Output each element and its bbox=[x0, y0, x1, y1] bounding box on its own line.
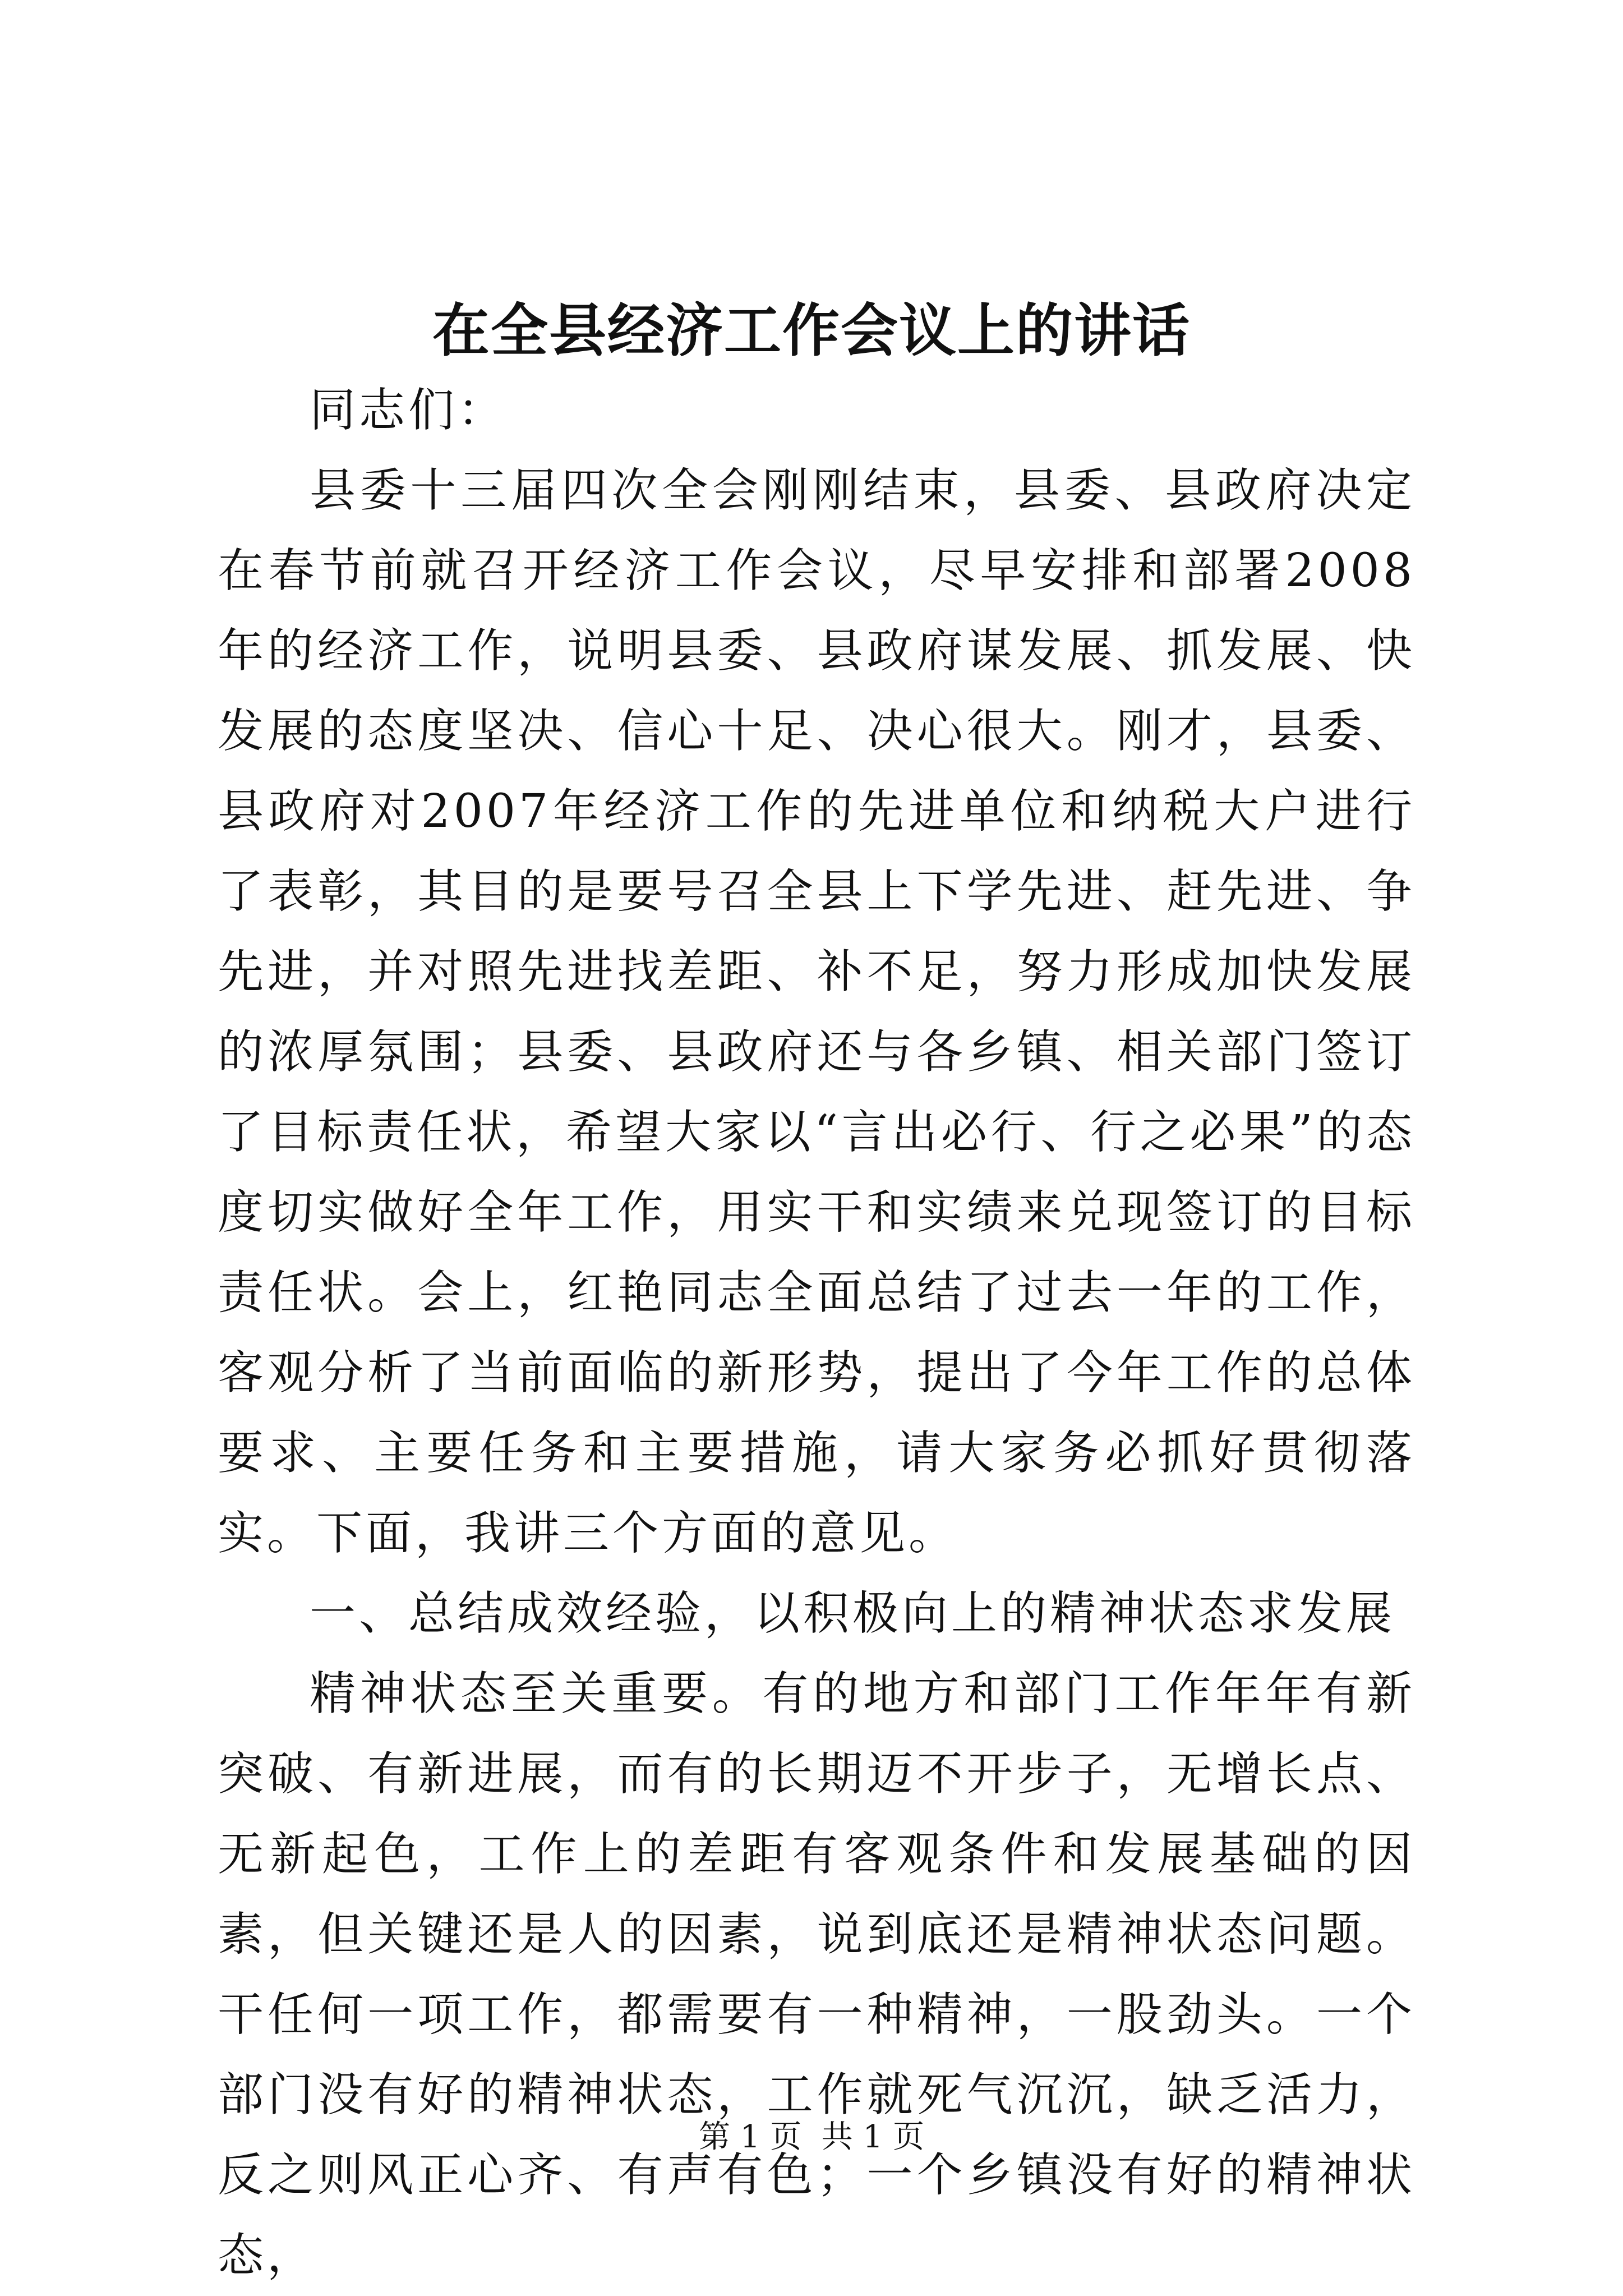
document-title: 在全县经济工作会议上的讲话 bbox=[432, 297, 1191, 365]
body-paragraph: 精神状态至关重要。有的地方和部门工作年年有新突破、有新进展，而有的长期迈不开步子，无增长点、无新起色，工作上的差距有客观条件和发展基础的因素，但关键还是人的因素，说到底还是精神状态问题。干任何一项工作，都需要有一种精神，一股劲头。一个部门没有好的精神状态，工作就死气沉沉，缺乏活力，反之则风正心齐、有声有色；一个乡镇没有好的精神状态， bbox=[218, 1667, 1415, 2282]
intro-paragraph: 县委十三届四次全会刚刚结束，县委、县政府决定在春节前就召开经济工作会议，尽早安排和部署2008年的经济工作，说明县委、县政府谋发展、抓发展、快发展的态度坚决、信心十足、决心很大。刚才，县委、县政府对2007年经济工作的先进单位和纳税大户进行了表彰，其目的是要号召全县上下学先进、赶先进、争先进，并对照先进找差距、补不足，努力形成加快发展的浓厚氛围；县委、县政府还与各乡镇、相关部门签订了目标责任状，希望大家以“言出必行、行之必果”的态度切实做好全年工作，用实干和实绩来兑现签订的目标责任状。会上，红艳同志全面总结了过去一年的工作，客观分析了当前面临的新形势，提出了今年工作的总体要求、主要任务和主要措施，请大家务必抓好贯彻落实。下面，我讲三个方面的意见。 bbox=[218, 464, 1415, 1560]
page-number: 第 1 页 共 1 页 bbox=[698, 2119, 925, 2155]
salutation-paragraph: 同志们： bbox=[310, 384, 508, 437]
section-heading-1: 一、总结成效经验，以积极向上的精神状态求发展 bbox=[310, 1587, 1396, 1640]
document-body bbox=[218, 370, 1415, 2295]
page-footer bbox=[0, 2115, 1623, 2160]
